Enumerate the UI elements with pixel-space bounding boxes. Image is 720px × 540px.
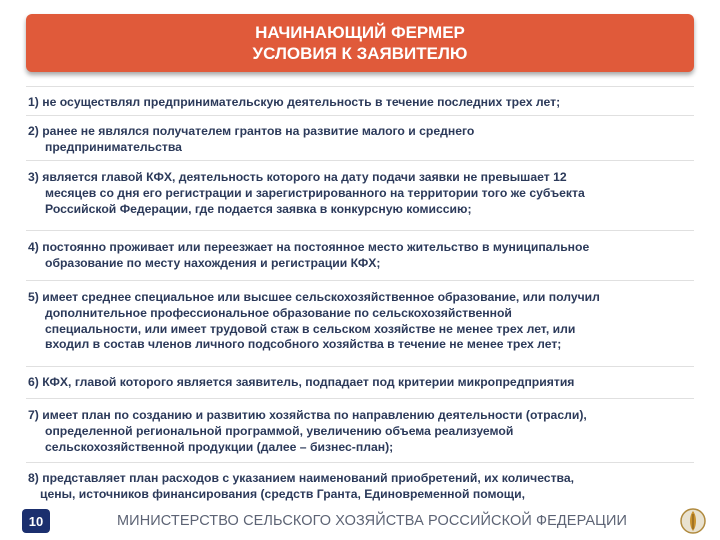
footer (0, 505, 720, 540)
ministry-name: МИНИСТЕРСТВО СЕЛЬСКОГО ХОЗЯЙСТВА РОССИЙСКОЙ ФЕДЕРАЦИИ (117, 513, 628, 529)
item-text: является главой КФХ, деятельность которого на дату подачи заявки не превышает 12 (42, 170, 567, 184)
divider (26, 280, 694, 281)
list-item (28, 471, 693, 487)
item-text: имеет среднее специальное или высшее сельскохозяйственное образование, или получил (42, 290, 600, 304)
list-item (28, 240, 693, 272)
item-text-cont: определенной региональной программой, увеличению объема реализуемой (45, 423, 514, 438)
item-number: 2) (28, 124, 39, 138)
item-text-cont: входил в состав членов личного подсобного хозяйства в течение не менее трех лет; (45, 337, 562, 352)
item-number: 6) (28, 375, 39, 389)
title-line-2: УСЛОВИЯ К ЗАЯВИТЕЛЮ (252, 44, 468, 63)
item-text-cont: месяцев со дня его регистрации и зарегистрированного на территории того же субъекта (45, 185, 585, 200)
item-text: не осуществлял предпринимательскую деятельность в течение последних трех лет; (42, 95, 561, 109)
item-text: представляет план расходов с указанием наименований приобретений, их количества, (42, 471, 575, 485)
item-text: КФХ, главой которого является заявитель, подпадает под критерии микропредприятия (42, 375, 575, 389)
item-number: 1) (28, 95, 39, 109)
divider (26, 462, 694, 463)
item-text-cont: специальности, или имеет трудовой стаж в сельском хозяйстве не менее трех лет, или (45, 321, 576, 336)
divider (26, 115, 694, 116)
item-text-cont: образование по месту нахождения и регистрации КФХ; (45, 255, 381, 270)
list-item (28, 95, 693, 111)
title-line-1: НАЧИНАЮЩИЙ ФЕРМЕР (255, 23, 465, 42)
item-text-cont: предпринимательства (45, 139, 182, 154)
title-banner (26, 14, 694, 72)
item-text: ранее не являлся получателем грантов на развитие малого и среднего (42, 124, 475, 138)
item-text-cont: цены, источников финансирования (средств Гранта, Единовременной помощи, (40, 487, 525, 501)
list-item (28, 408, 693, 455)
ministry-emblem-icon (680, 505, 706, 537)
item-text-cont: дополнительное профессиональное образование по сельскохозяйственной (45, 305, 512, 320)
list-item (28, 375, 693, 391)
item-number: 4) (28, 240, 39, 254)
item-number: 7) (28, 408, 39, 422)
item-text: постоянно проживает или переезжает на постоянное место жительство в муниципальное (42, 240, 590, 254)
page-number: 10 (22, 509, 50, 533)
list-item (28, 170, 693, 217)
item-number: 3) (28, 170, 39, 184)
divider (26, 86, 694, 87)
item-number: 8) (28, 471, 39, 485)
divider (26, 230, 694, 231)
item-number: 5) (28, 290, 39, 304)
list-item (28, 124, 693, 156)
item-text-cont: Российской Федерации, где подается заявка в конкурсную комиссию; (45, 201, 472, 216)
divider (26, 398, 694, 399)
item-text: имеет план по созданию и развитию хозяйства по направлению деятельности (отрасли), (42, 408, 587, 422)
divider (26, 366, 694, 367)
list-item (28, 290, 693, 353)
item-text-cont: сельскохозяйственной продукции (далее – бизнес-план); (45, 439, 394, 454)
divider (26, 160, 694, 161)
